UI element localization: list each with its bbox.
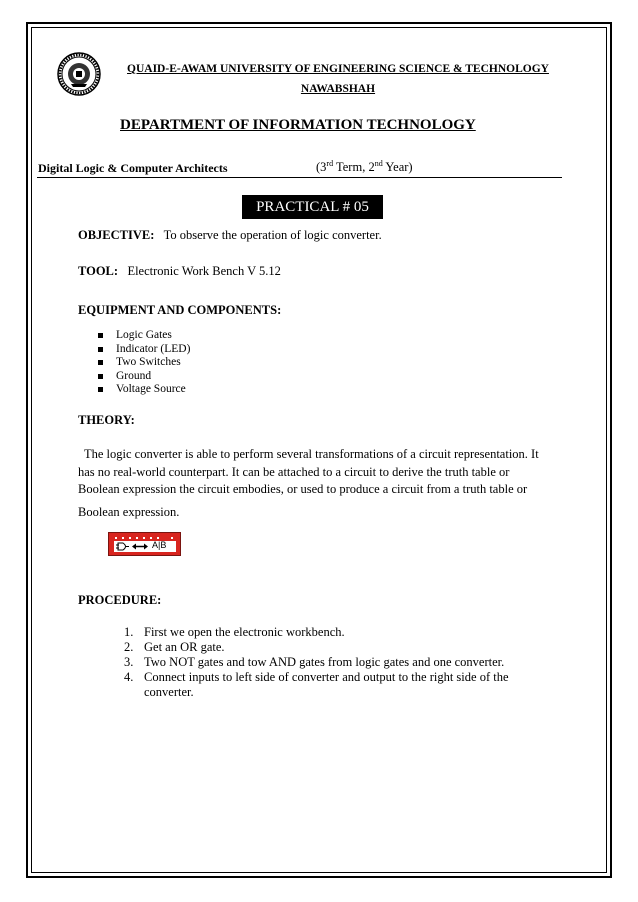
procedure-heading: PROCEDURE: (78, 593, 162, 607)
city-name: NAWABSHAH (300, 83, 376, 95)
practical-title: PRACTICAL # 05 (242, 195, 383, 219)
tool-label: TOOL: (78, 264, 119, 278)
converter-label: A|B (152, 540, 167, 550)
objective-text: To observe the operation of logic converter. (163, 228, 382, 242)
step-number: 1. (124, 625, 134, 639)
course-subject: Digital Logic & Computer Architects (38, 161, 228, 175)
step-number: 3. (124, 655, 134, 669)
course-term: (3rd Term, 2nd Year) (316, 159, 413, 175)
theory-heading: THEORY: (78, 413, 135, 427)
objective-label: OBJECTIVE: (78, 228, 155, 242)
list-item (124, 640, 509, 655)
list-item (124, 625, 509, 640)
theory-paragraph (78, 446, 568, 521)
step-text: Two NOT gates and tow AND gates from logic gates and one converter. (144, 655, 505, 669)
theory-line: has no real-world counterpart. It can be attached to a circuit to derive the truth table or (78, 464, 510, 479)
gate-to-arrow-icon (116, 542, 150, 551)
step-text: Connect inputs to left side of converter and output to the right side of the (144, 670, 509, 684)
list-item (124, 670, 509, 700)
list-item: Ground (98, 370, 190, 384)
step-number: 2. (124, 640, 134, 654)
list-item: Voltage Source (98, 383, 190, 397)
header-divider (37, 177, 562, 178)
theory-line: The logic converter is able to perform several transformations of a circuit representation. It (84, 447, 539, 461)
equipment-list (98, 329, 190, 397)
procedure-list (124, 625, 509, 700)
converter-terminals-icon (114, 534, 176, 540)
theory-line: Boolean expression the circuit embodies, or used to produce a circuit from a truth table or (78, 482, 528, 496)
list-item: Indicator (LED) (98, 343, 190, 357)
logic-converter-icon (108, 532, 181, 556)
university-logo-icon (57, 52, 101, 96)
university-name: QUAID-E-AWAM UNIVERSITY OF ENGINEERING SCIENCE & TECHNOLOGY (127, 63, 549, 75)
step-text: converter. (144, 685, 194, 699)
converter-panel (114, 541, 176, 552)
list-item: Two Switches (98, 356, 190, 370)
list-item: Logic Gates (98, 329, 190, 343)
step-number: 4. (124, 670, 134, 684)
tool-line (78, 264, 281, 279)
step-text: First we open the electronic workbench. (144, 625, 345, 639)
list-item (124, 655, 509, 670)
objective-line (78, 228, 382, 243)
department-title: DEPARTMENT OF INFORMATION TECHNOLOGY (120, 117, 476, 133)
equipment-heading: EQUIPMENT AND COMPONENTS: (78, 303, 282, 317)
tool-text: Electronic Work Bench V 5.12 (127, 264, 281, 278)
theory-line: Boolean expression. (78, 504, 180, 519)
step-text: Get an OR gate. (144, 640, 225, 654)
